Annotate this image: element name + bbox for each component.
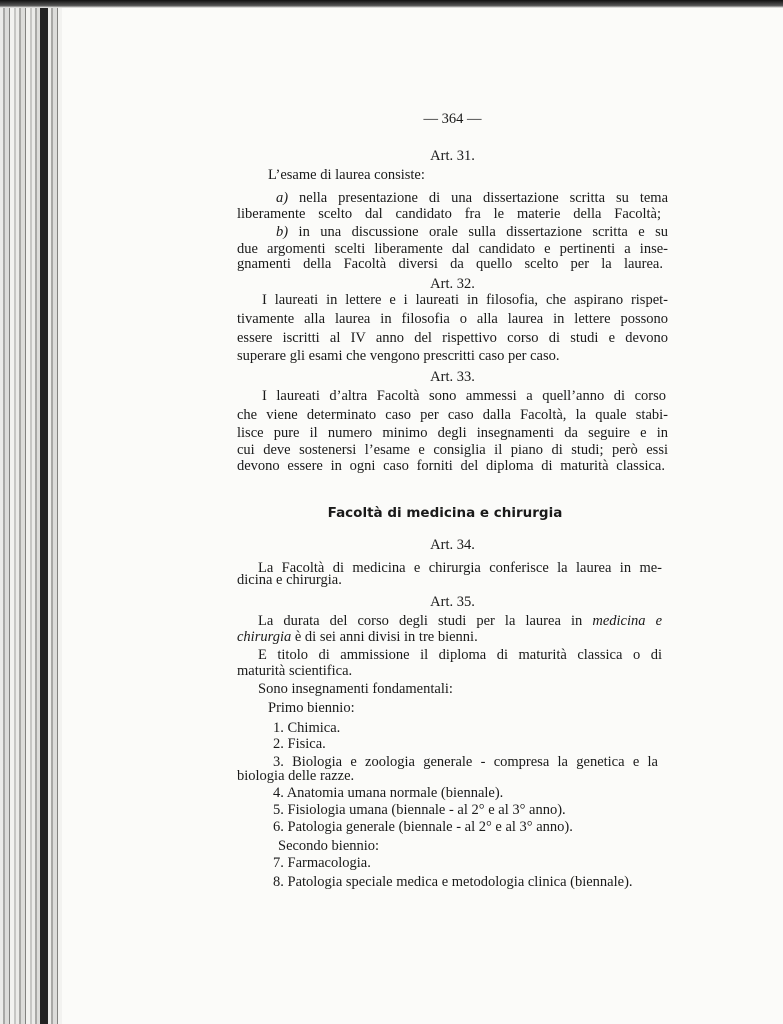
paragraph-line	[237, 629, 668, 646]
list-item: 8. Patologia speciale medica e metodologia clinica (biennale).	[273, 874, 633, 890]
paragraph-line: che viene determinato caso per caso dalla Facoltà, la quale stabi-	[237, 407, 668, 423]
paragraph-line: E titolo di ammissione il diploma di maturità classica o di	[258, 647, 662, 663]
text: nella presentazione di una dissertazione scritta su tema	[299, 190, 668, 206]
paragraph-line: essere iscritti al IV anno del rispettivo corso di studi e devono	[237, 330, 668, 346]
item-label: a)	[276, 190, 289, 206]
list-item: 2. Fisica.	[273, 736, 326, 752]
list-item: 5. Fisiologia umana (biennale - al 2° e al 3° anno).	[273, 802, 566, 818]
paragraph-line: tivamente alla laurea in filosofia o alla laurea in lettere possono	[237, 311, 668, 327]
list-item: 7. Farmacologia.	[273, 855, 371, 871]
paragraph-line	[276, 224, 668, 241]
item-label: b)	[276, 224, 289, 240]
paragraph-line: lisce pure il numero minimo degli insegnamenti da seguire e in	[237, 425, 668, 441]
paragraph-line: La Facoltà di medicina e chirurgia conferisce la laurea in me-	[258, 560, 662, 576]
text: medicina e	[592, 613, 663, 629]
paragraph-line: Sono insegnamenti fondamentali:	[258, 681, 453, 697]
list-item-continuation: biologia delle razze.	[237, 768, 355, 784]
page-number: — 364 —	[423, 111, 482, 127]
text: in una discussione orale sulla dissertazione scritta e su	[298, 224, 669, 240]
paragraph-line	[258, 613, 662, 630]
article-title: Art. 31.	[430, 148, 475, 164]
paragraph-line	[276, 190, 668, 207]
paragraph-line: I laureati in lettere e i laureati in filosofia, che aspirano rispet-	[262, 292, 668, 308]
paragraph-line: liberamente scelto dal candidato fra le materie della Facoltà;	[237, 206, 661, 222]
article-title: Art. 32.	[430, 276, 475, 292]
article-title: Art. 33.	[430, 369, 475, 385]
list-item: 4. Anatomia umana normale (biennale).	[273, 785, 504, 801]
list-item: 3. Biologia e zoologia generale - compresa la genetica e la	[273, 754, 658, 770]
paragraph-line: maturità scientifica.	[237, 663, 353, 679]
paragraph-line: dicina e chirurgia.	[237, 572, 342, 588]
paragraph-line: devono essere in ogni caso forniti del diploma di maturità classica.	[237, 458, 665, 474]
paragraph-line: due argomenti scelti liberamente dal candidato e pertinenti a inse-	[237, 241, 668, 257]
article-title: Art. 34.	[430, 537, 475, 553]
text: La durata del corso degli studi per la laurea in	[258, 613, 583, 629]
scan-top-edge	[0, 0, 783, 8]
article-title: Art. 35.	[430, 594, 475, 610]
text: è di sei anni divisi in tre bienni.	[294, 629, 478, 645]
paragraph-line: cui deve sostenersi l’esame e consiglia il piano di studi; però essi	[237, 442, 668, 458]
scan-binding-edge	[0, 0, 62, 1024]
section-heading: Facoltà di medicina e chirurgia	[327, 505, 563, 521]
subheading: Primo biennio:	[268, 700, 355, 716]
list-item: 1. Chimica.	[273, 720, 341, 736]
list-item: 6. Patologia generale (biennale - al 2° e al 3° anno).	[273, 819, 573, 835]
paragraph-line: L’esame di laurea consiste:	[268, 167, 425, 183]
subheading: Secondo biennio:	[278, 838, 380, 854]
text: chirurgia	[237, 629, 292, 645]
paragraph-line: superare gli esami che vengono prescritti caso per caso.	[237, 348, 560, 364]
scan-binding-shadow	[40, 0, 48, 1024]
paragraph-line: gnamenti della Facoltà diversi da quello scelto per la laurea.	[237, 256, 663, 272]
paragraph-line: I laureati d’altra Facoltà sono ammessi a quell’anno di corso	[262, 388, 666, 404]
